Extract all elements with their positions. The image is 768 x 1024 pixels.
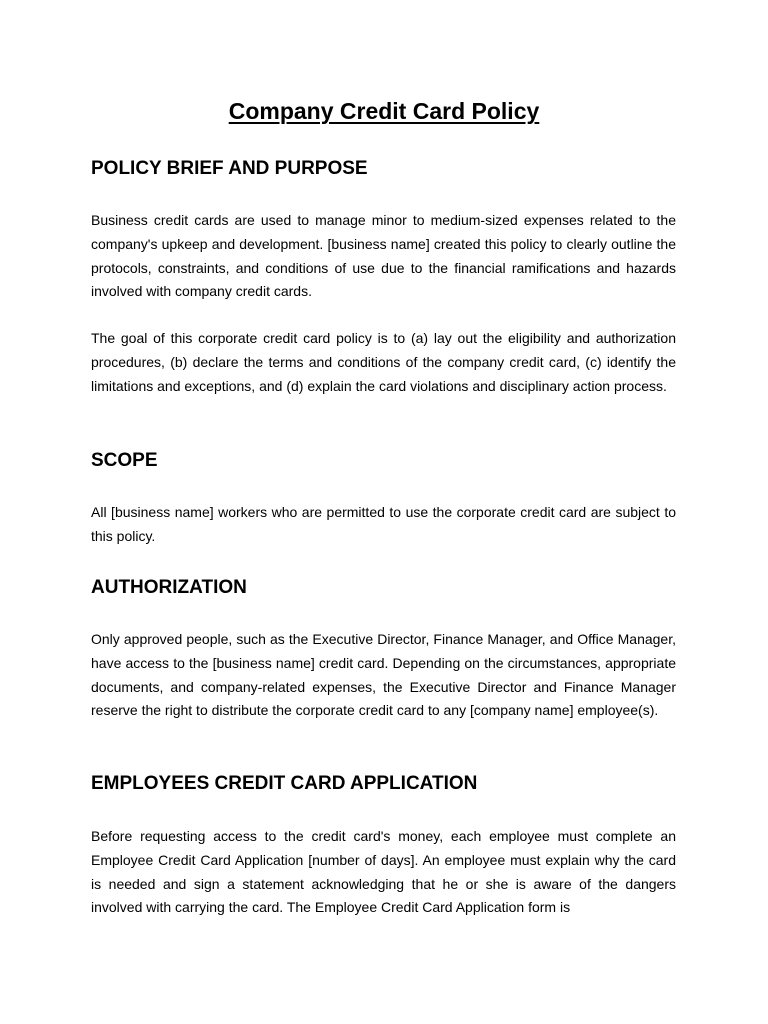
paragraph-policy-brief-1: Business credit cards are used to manage minor to medium-sized expenses related to the company's upkeep and development. [business name] created this policy to clearly outline the protocols, constraints, and conditions of use due to the financial ramifications and hazards involved with company credit cards.: [91, 212, 676, 300]
section-heading-policy-brief: POLICY BRIEF AND PURPOSE: [91, 158, 368, 179]
paragraph-authorization: Only approved people, such as the Executive Director, Finance Manager, and Office Manager, have access to the [business name] credit card. Depending on the circumstances, appropriate documents, and company-related expenses, the Executive Director and Finance Manager reserve the right to distribute the corporate credit card to any [company name] employee(s).: [91, 631, 676, 719]
paragraph-employees-application: Before requesting access to the credit card's money, each employee must complete an Employee Credit Card Application [number of days]. An employee must explain why the card is needed and sign a statement acknowledging that he or she is aware of the dangers involved with carrying the card. The Employee Credit Card Application form is: [91, 828, 676, 916]
section-heading-employees-application: EMPLOYEES CREDIT CARD APPLICATION: [91, 773, 478, 794]
paragraph-scope: All [business name] workers who are permitted to use the corporate credit card are subject to this policy.: [91, 504, 676, 544]
paragraph-policy-brief-2: The goal of this corporate credit card policy is to (a) lay out the eligibility and authorization procedures, (b) declare the terms and conditions of the company credit card, (c) identify the limitations and exceptions, and (d) explain the card violations and disciplinary action process.: [91, 330, 676, 394]
document-title-text: Company Credit Card Policy: [228, 98, 540, 124]
document-title: [0, 95, 768, 127]
section-heading-authorization: AUTHORIZATION: [91, 577, 247, 598]
section-heading-scope: SCOPE: [91, 450, 158, 471]
